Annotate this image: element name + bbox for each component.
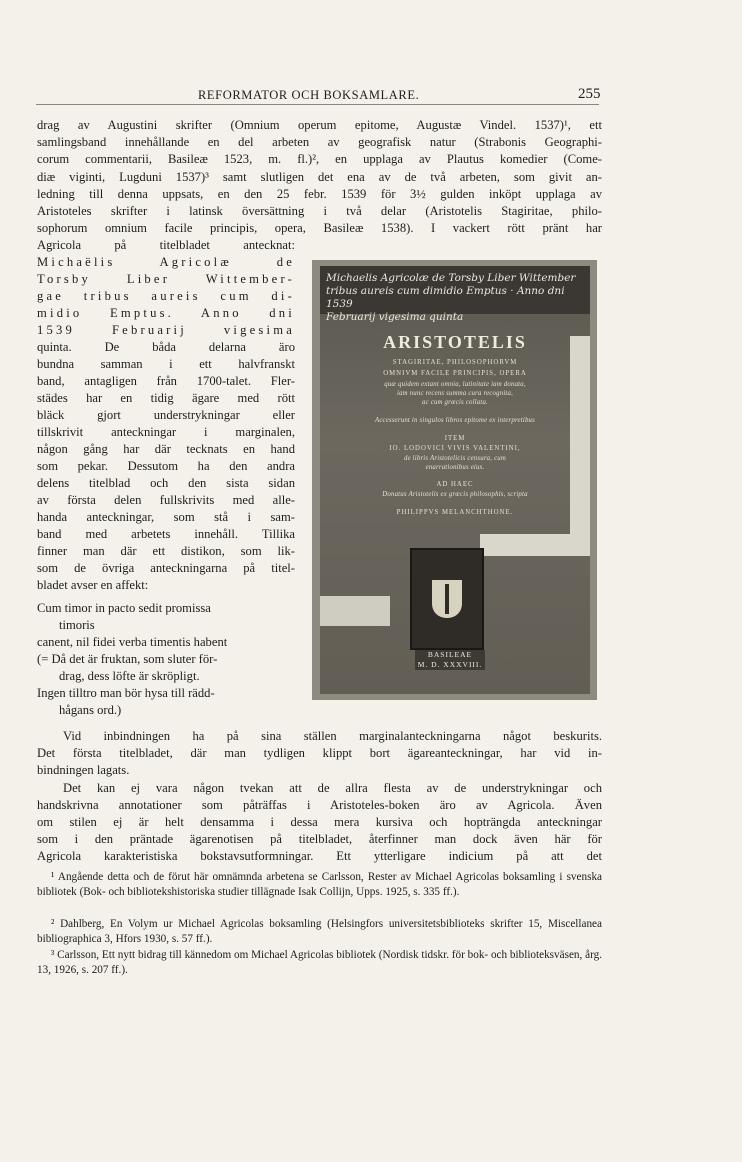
text-line: corum commentarii, Basileæ 1523, m. fl.)², en upplaga av Plautus komedier (Come- — [37, 152, 602, 166]
verse-line: canent, nil fidei verba timentis habent — [37, 635, 228, 649]
handwriting-line: Februarij vigesima quinta — [326, 311, 464, 323]
imprint-place: BASILEAE — [427, 650, 473, 659]
running-head-title: REFORMATOR OCH BOKSAMLARE. — [198, 88, 420, 102]
shield-icon — [432, 580, 462, 618]
verse-line: (= Då det är fruktan, som sluter för- — [37, 652, 218, 666]
printer-device-emblem — [410, 548, 484, 650]
title-page-image — [320, 266, 590, 694]
text-line: om stilen ej är helt densamma i dessa mera kursiva och hopträngda anteckningar — [37, 815, 602, 829]
title-page-line: IO. LODOVICI VIVIS VALENTINI, — [389, 445, 521, 452]
title-page-line: Donatus Aristotelis ex græcis philosophis, scripta — [382, 491, 528, 498]
text-line: Agricola karakteristiska bokstavsutformningar. Ett ytterligare indicium på att det — [37, 849, 602, 863]
text-line: bläck gjort understrykningar eller — [37, 408, 295, 422]
text-line: som i den präntade ägarenotisen på titelbladet, återfinner man dock även här för — [37, 832, 602, 846]
text-line: handskrivna annotationer som påträffas i Aristoteles-boken äro av Agricola. Även — [37, 798, 602, 812]
footnote-1: ¹ Angående detta och de förut här omnämnda arbetena se Carlsson, Rester av Michael Agricolas boksamling i svenska bibliotek (Bok- och bibliotekshistoriska studier tillägnade Isak Collijn, Upps. 1925, s. 335 ff.). — [37, 871, 602, 899]
text-line: ledning till denna uppsats, en den 25 febr. 1539 för 3½ gulden inköpt upplaga av — [37, 187, 602, 201]
repair-patch — [320, 596, 390, 626]
imprint — [415, 650, 485, 670]
verse-line: Ingen tilltro man bör hysa till rädd- — [37, 686, 215, 700]
title-page-line: AD HAEC — [436, 481, 474, 488]
owner-note-line: gae tribus aureis cum di- — [37, 289, 295, 303]
footnote-2: ² Dahlberg, En Volym ur Michael Agricolas boksamling (Helsingfors universitetsbiblioteks skrifter 15, Miscellanea bibliographica 3, Hfors 1930, s. 57 ff.). — [37, 918, 602, 946]
repair-patch — [570, 336, 590, 546]
repair-patch — [480, 534, 590, 556]
verse-line: hågans ord.) — [59, 703, 122, 717]
title-page-line: iam nunc recens summa cura recognita, — [396, 390, 513, 397]
verse-line: drag, dess löfte är skröpligt. — [59, 669, 200, 683]
handwriting-line: Michaelis Agricolæ de Torsby Liber Wittember — [326, 272, 576, 284]
text-line: sophorum omnium facile principis, opera, Basileæ 1538). I vackert rött pränt har — [37, 221, 602, 235]
text-line: band med arbetets innehåll. Tillika — [37, 527, 295, 541]
owner-note-line: Michaëlis Agricolæ de — [37, 255, 295, 269]
title-page-line: ac cum græcis collata. — [422, 399, 488, 406]
title-page-line: OMNIVM FACILE PRINCIPIS, OPERA — [383, 370, 527, 377]
text-line: band, antagligen från 1700-talet. Fler- — [37, 374, 295, 388]
title-page-photograph — [312, 260, 597, 700]
owner-note-line: 1539 Februarij vigesima — [37, 323, 295, 337]
text-line: Det kan ej vara någon tvekan att de allra flesta av de understrykningar och — [63, 781, 602, 795]
title-page-line: enarrationibus eius. — [425, 464, 485, 471]
text-line: drag av Augustini skrifter (Omnium operum epitome, Augustæ Vindel. 1537)¹, ett — [37, 118, 602, 132]
title-page-line: ITEM — [444, 435, 466, 442]
verse-line: timoris — [59, 618, 95, 632]
owner-note-line: midio Emptus. Anno dni — [37, 306, 295, 320]
text-line: handa anteckningar, som stå i sam- — [37, 510, 295, 524]
text-line: quinta. De båda delarna äro — [37, 340, 295, 354]
text-line: av första delen fullskrivits med alle- — [37, 493, 295, 507]
text-line: Det första titelbladet, där man tydligen klippt bort ägareanteckningar, har vid in- — [37, 746, 602, 760]
title-page-line: Accesserunt in singulos libros epitome ex interpretibus — [374, 417, 535, 424]
text-line: delens titelblad och den sista sidan — [37, 476, 295, 490]
book-title: ARISTOTELIS — [383, 332, 527, 352]
title-page-line: quæ quidem extant omnia, latinitate iam donata, — [384, 381, 526, 388]
text-line: Agricola på titelbladet antecknat: — [37, 238, 295, 252]
text-line: bundna samman i ett halvfranskt — [37, 357, 295, 371]
text-line: diæ viginti, Lugduni 1537)³ samt slutligen det ena av de två arbeten, som givit an- — [37, 170, 602, 184]
title-page-line: STAGIRITAE, PHILOSOPHORVM — [392, 359, 518, 366]
text-line: som de övriga anteckningarna på titel- — [37, 561, 295, 575]
verse-line: Cum timor in pacto sedit promissa — [37, 601, 211, 615]
text-line: Aristoteles skrifter i latinsk översättning i två delar (Aristotelis Stagiritae, philo- — [37, 204, 602, 218]
text-line: bindningen lagats. — [37, 763, 130, 777]
text-line: samlingsband innehållande en del arbeten av geografisk natur (Strabonis Geographi- — [37, 135, 602, 149]
text-line: tillskrivit anteckningar i marginalen, — [37, 425, 295, 439]
text-line: som pekar. Dessutom ha den andra — [37, 459, 295, 473]
footnote-3: ³ Carlsson, Ett nytt bidrag till kännedom om Michael Agricolas bibliotek (Nordisk tidskr. för bok- och biblioteksväsen, årg. 13, 1926, s. 207 ff.). — [37, 949, 602, 977]
page-number: 255 — [578, 86, 601, 102]
title-page-line: PHILIPPVS MELANCHTHONE. — [396, 509, 514, 516]
text-line: finner man där ett distikon, som lik- — [37, 544, 295, 558]
imprint-year: M. D. XXXVIII. — [417, 660, 483, 669]
text-line: Vid inbindningen ha på sina ställen marginalanteckningarna något beskurits. — [63, 729, 602, 743]
text-line: bladet avser en affekt: — [37, 578, 149, 592]
text-line: städes har en tidig ägare med rött — [37, 391, 295, 405]
title-page-line: de libris Aristotelicis censura, cum — [403, 455, 507, 462]
text-line: någon gång har där tecknats en hand — [37, 442, 295, 456]
owner-note-line: Torsby Liber Wittember- — [37, 272, 295, 286]
header-rule — [36, 104, 599, 105]
handwriting-line: tribus aureis cum dimidio Emptus · Anno dni 1539 — [326, 285, 565, 310]
handwritten-ownership-note — [326, 272, 584, 324]
